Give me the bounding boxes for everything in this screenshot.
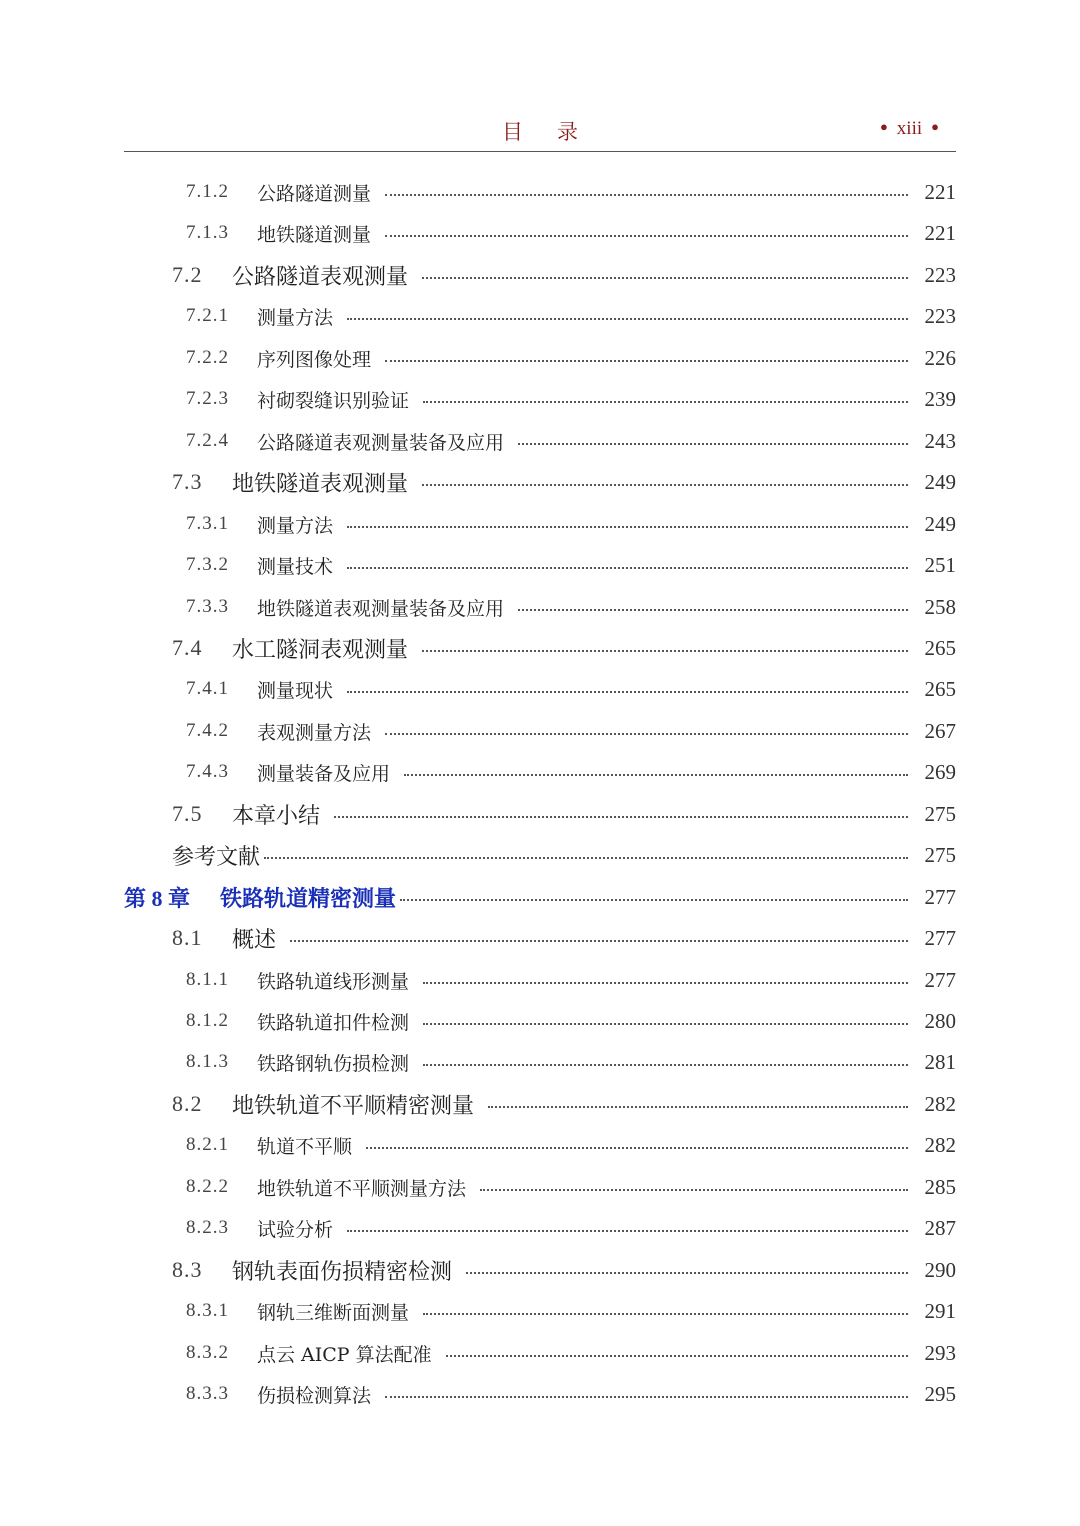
toc-entry-number: 7.4.1	[186, 678, 229, 699]
toc-entry-page: 275	[924, 801, 956, 826]
dot-leader	[347, 318, 908, 320]
toc-entry-title: 公路隧道测量	[257, 182, 372, 205]
toc-entry[interactable]	[186, 1005, 956, 1037]
toc-entry[interactable]	[186, 1337, 956, 1369]
toc-entry-title: 表观测量方法	[257, 721, 372, 744]
toc-entry[interactable]	[186, 1171, 956, 1203]
dot-leader	[290, 940, 908, 942]
toc-entry[interactable]	[186, 300, 956, 332]
dot-leader	[423, 1023, 908, 1025]
header-rule	[124, 151, 956, 152]
dot-leader	[480, 1189, 908, 1191]
toc-entry[interactable]	[172, 466, 956, 498]
toc-entry-number: 7.1.2	[186, 181, 229, 202]
toc-entry-number: 7.2.1	[186, 305, 229, 326]
toc-entry-page: 290	[924, 1257, 956, 1282]
toc-entry[interactable]	[186, 591, 956, 623]
toc-entry-title: 测量装备及应用	[257, 762, 391, 785]
page-number: xiii	[896, 118, 923, 139]
dot-leader	[518, 443, 908, 445]
toc-entry-number: 8.1.3	[186, 1051, 229, 1072]
toc-entry-number: 7.4.3	[186, 761, 229, 782]
toc-entry-page: 223	[924, 262, 956, 287]
toc-entry-number: 7.3.2	[186, 554, 229, 575]
toc-entry[interactable]	[186, 217, 956, 249]
toc-entry[interactable]	[186, 342, 956, 374]
toc-entry-number: 7.3.1	[186, 513, 229, 534]
toc-entry-number: 8.3	[172, 1257, 203, 1282]
toc-entry-title: 概述	[232, 927, 277, 953]
toc-entry-number: 7.3.3	[186, 596, 229, 617]
toc-entry-title: 点云 AICP 算法配准	[257, 1343, 432, 1366]
toc-entry-title: 参考文献	[172, 844, 261, 870]
toc-entry-number: 7.3	[172, 469, 203, 494]
toc-entry-title: 地铁隧道表观测量	[232, 471, 409, 497]
toc-entry-title: 试验分析	[257, 1218, 334, 1241]
dot-leader	[422, 484, 908, 486]
toc-entry[interactable]	[172, 1088, 956, 1120]
toc-entry[interactable]	[172, 839, 956, 871]
toc-entry-page: 275	[924, 842, 956, 867]
toc-entry[interactable]	[172, 259, 956, 291]
toc-entry-page: 277	[924, 884, 956, 909]
toc-entry-title: 公路隧道表观测量	[232, 264, 409, 290]
dot-leader	[385, 733, 908, 735]
toc-entry-number: 7.1.3	[186, 222, 229, 243]
page-header	[124, 112, 956, 152]
toc-entry[interactable]	[186, 964, 956, 996]
toc-entry-title: 伤损检测算法	[257, 1384, 372, 1407]
dot-leader	[385, 360, 908, 362]
dot-leader	[385, 235, 908, 237]
toc-entry[interactable]	[172, 922, 956, 954]
toc-entry-page: 249	[924, 469, 956, 494]
toc-entry[interactable]	[186, 1295, 956, 1327]
toc-entry-page: 277	[924, 925, 956, 950]
dot-leader	[488, 1106, 908, 1108]
toc-entry-page: 282	[924, 1091, 956, 1116]
dot-leader	[423, 1064, 908, 1066]
toc-entry-title: 地铁隧道测量	[257, 223, 372, 246]
toc-entry[interactable]	[186, 508, 956, 540]
toc-entry[interactable]	[186, 673, 956, 705]
toc-entry-page: 285	[924, 1174, 956, 1199]
dot-leader	[518, 609, 908, 611]
dot-leader	[404, 774, 908, 776]
toc-entry[interactable]	[186, 549, 956, 581]
dot-leader	[334, 816, 908, 818]
toc-entry-number: 7.2	[172, 262, 203, 287]
dot-leader	[347, 691, 908, 693]
dot-leader	[347, 526, 908, 528]
toc-entry-number: 8.3.3	[186, 1383, 229, 1404]
toc-entry-page: 223	[924, 303, 956, 328]
toc-entry[interactable]	[172, 1254, 956, 1286]
toc-entry-number: 8.1.1	[186, 969, 229, 990]
dot-leader	[422, 650, 908, 652]
toc-entry-page: 265	[924, 635, 956, 660]
toc-entry-number: 8.2.2	[186, 1176, 229, 1197]
toc-entry[interactable]	[186, 176, 956, 208]
toc-entry-page: 265	[924, 676, 956, 701]
toc-entry-title: 铁路轨道线形测量	[257, 970, 410, 993]
toc-entry[interactable]	[172, 798, 956, 830]
toc-entry-number: 8.1.2	[186, 1010, 229, 1031]
dot-leader	[264, 857, 908, 859]
toc-entry-page: 221	[924, 179, 956, 204]
toc-entry-number: 8.2	[172, 1091, 203, 1116]
running-title: 目录	[502, 120, 612, 144]
toc-entry-number: 7.2.4	[186, 430, 229, 451]
dot-leader	[423, 1313, 908, 1315]
toc-entry[interactable]	[172, 632, 956, 664]
toc-entry-page: 258	[924, 594, 956, 619]
toc-entry-page: 293	[924, 1340, 956, 1365]
toc-entry-title: 测量现状	[257, 679, 334, 702]
dot-leader	[385, 1396, 908, 1398]
toc-entry[interactable]	[186, 425, 956, 457]
toc-entry-number: 8.1	[172, 925, 203, 950]
toc-entry-title: 铁路轨道精密测量	[220, 885, 397, 912]
toc-entry-page: 267	[924, 718, 956, 743]
toc-entry-page: 287	[924, 1215, 956, 1240]
toc-entry-page: 249	[924, 511, 956, 536]
toc-entry-page: 269	[924, 759, 956, 784]
dot-leader	[466, 1272, 908, 1274]
toc-entry-number: 8.3.2	[186, 1342, 229, 1363]
toc-entry-page: 239	[924, 386, 956, 411]
toc-entry-page: 251	[924, 552, 956, 577]
toc-entry-title: 钢轨三维断面测量	[257, 1301, 410, 1324]
toc-entry-title: 地铁隧道表观测量装备及应用	[257, 597, 505, 620]
toc-entry-number: 7.2.2	[186, 347, 229, 368]
toc-entry-title: 钢轨表面伤损精密检测	[232, 1259, 453, 1285]
toc-entry[interactable]	[186, 383, 956, 415]
toc-entry-number: 8.2.1	[186, 1134, 229, 1155]
dot-leader	[385, 194, 908, 196]
toc-entry-title: 地铁轨道不平顺测量方法	[257, 1177, 467, 1200]
toc-entry-number: 7.4.2	[186, 720, 229, 741]
page-number-label	[871, 118, 948, 140]
toc-entry-title: 本章小结	[232, 803, 321, 829]
toc-entry-page: 281	[924, 1049, 956, 1074]
toc-entry-page: 277	[924, 967, 956, 992]
bullet-icon: ●	[931, 119, 939, 134]
toc-entry-title: 铁路轨道扣件检测	[257, 1011, 410, 1034]
toc-entry-number: 7.4	[172, 635, 203, 660]
dot-leader	[366, 1147, 908, 1149]
toc-entry-title: 公路隧道表观测量装备及应用	[257, 431, 505, 454]
dot-leader	[347, 1230, 908, 1232]
bullet-icon: ●	[879, 119, 888, 134]
toc-entry-title: 地铁轨道不平顺精密测量	[232, 1093, 475, 1119]
toc-entry-number: 8.3.1	[186, 1300, 229, 1321]
toc-entry[interactable]	[124, 881, 956, 913]
toc-entry[interactable]	[186, 1378, 956, 1410]
toc-entry-title: 轨道不平顺	[257, 1135, 353, 1158]
toc-entry-title: 水工隧洞表观测量	[232, 637, 409, 663]
toc-entry-page: 291	[924, 1298, 956, 1323]
toc-entry[interactable]	[186, 1212, 956, 1244]
toc-entry[interactable]	[186, 756, 956, 788]
dot-leader	[422, 277, 908, 279]
toc-entry[interactable]	[186, 1129, 956, 1161]
toc-entry-number: 第 8 章	[124, 885, 191, 911]
toc-entry[interactable]	[186, 715, 956, 747]
toc-entry-number: 8.2.3	[186, 1217, 229, 1238]
toc-entry-title: 序列图像处理	[257, 348, 372, 371]
dot-leader	[400, 899, 908, 901]
toc-entry-title: 测量技术	[257, 555, 334, 578]
toc-entry-title: 测量方法	[257, 514, 334, 537]
toc-entry[interactable]	[186, 1046, 956, 1078]
dot-leader	[423, 982, 908, 984]
toc-entry-page: 221	[924, 220, 956, 245]
toc-entry-number: 7.2.3	[186, 388, 229, 409]
dot-leader	[423, 401, 908, 403]
toc-entry-page: 280	[924, 1008, 956, 1033]
toc-entry-page: 243	[924, 428, 956, 453]
toc-entry-title: 铁路钢轨伤损检测	[257, 1052, 410, 1075]
dot-leader	[446, 1355, 908, 1357]
toc-entry-number: 7.5	[172, 801, 203, 826]
toc-entry-page: 295	[924, 1381, 956, 1406]
dot-leader	[347, 567, 908, 569]
toc-entry-page: 282	[924, 1132, 956, 1157]
toc-entry-page: 226	[924, 345, 956, 370]
toc-entry-title: 测量方法	[257, 306, 334, 329]
toc-entry-title: 衬砌裂缝识别验证	[257, 389, 410, 412]
